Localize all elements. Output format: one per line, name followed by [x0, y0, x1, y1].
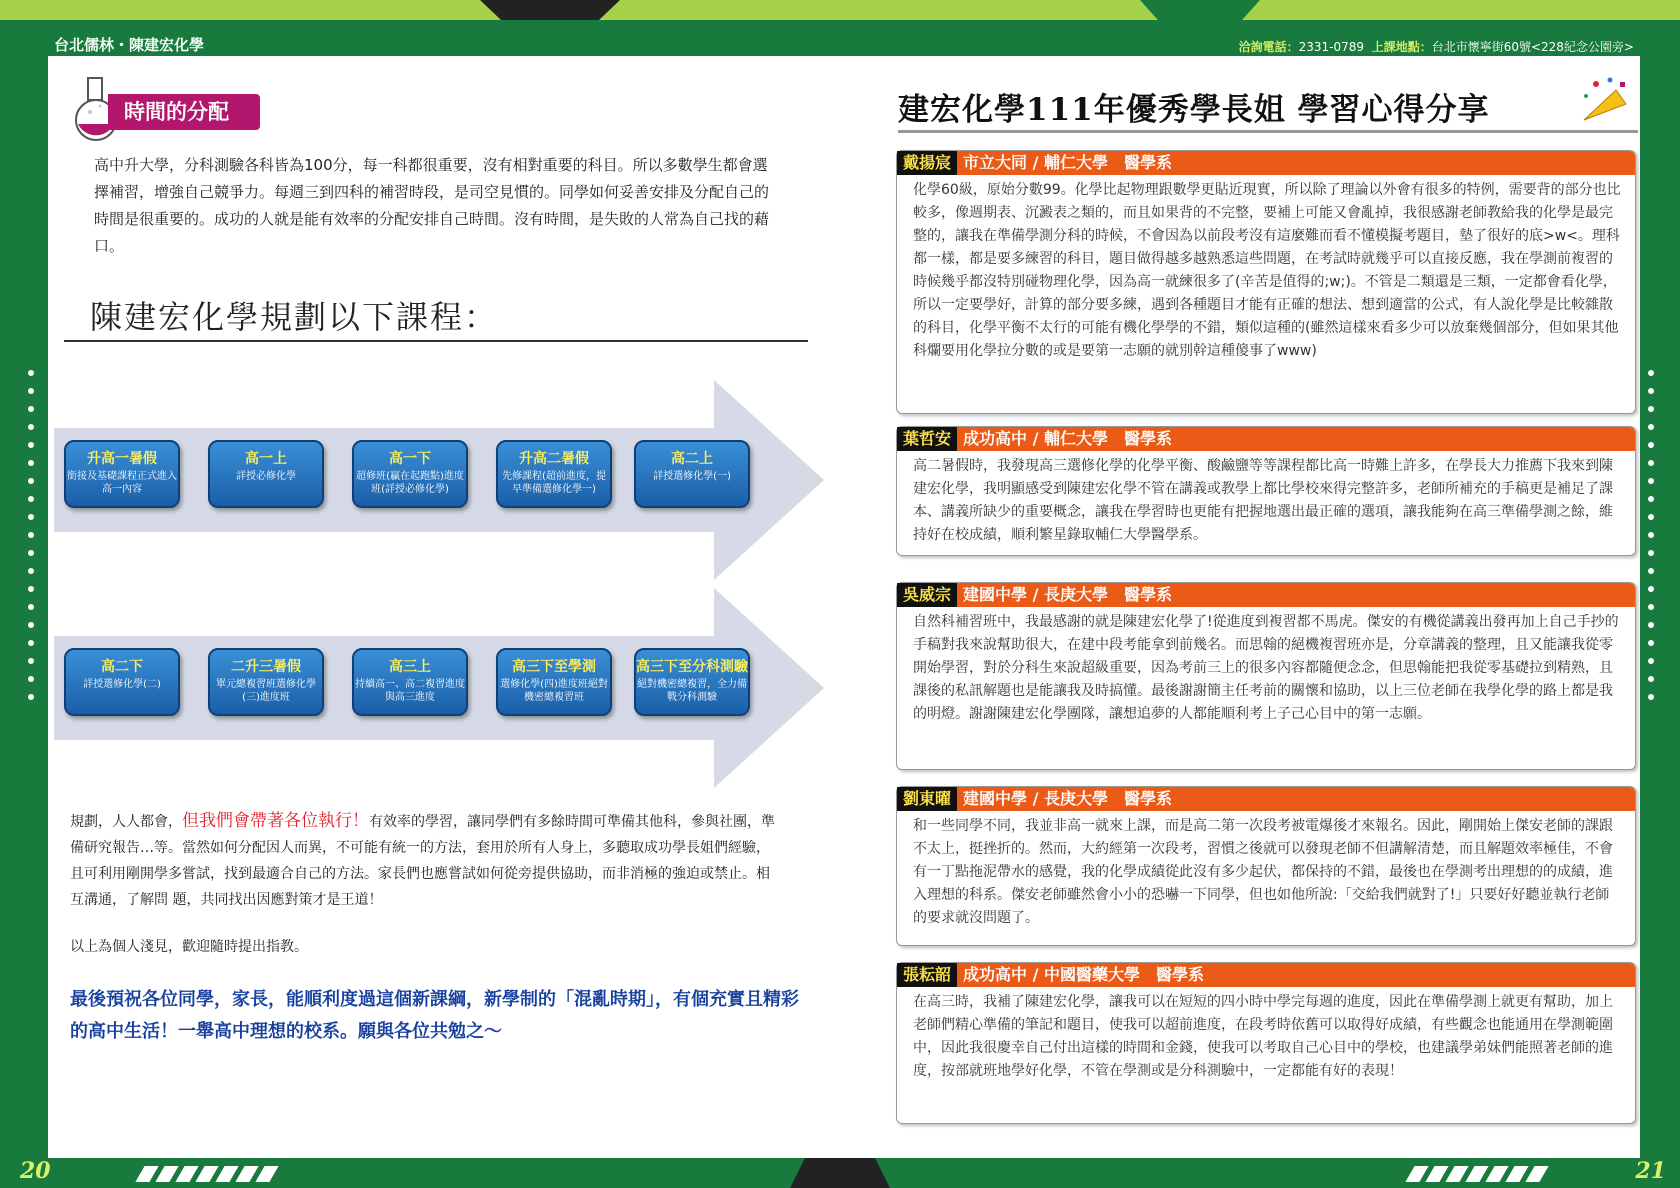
- testimonial-card: [896, 786, 1636, 946]
- course-desc: 銜接及基礎課程正式進入高一內容: [67, 471, 177, 495]
- right-stripes: [1410, 1166, 1544, 1182]
- course-title: 高三下至分科測驗: [636, 659, 748, 675]
- course-box: [496, 440, 612, 508]
- phone-label: 洽詢電話：: [1238, 40, 1299, 54]
- testimonial-card: [896, 150, 1636, 414]
- student-name: 戴揚宸: [897, 151, 957, 175]
- course-box: [352, 648, 468, 716]
- course-box: [634, 440, 750, 508]
- student-school: 建國中學 / 長庚大學 醫學系: [963, 789, 1173, 808]
- student-school: 市立大同 / 輔仁大學 醫學系: [963, 153, 1173, 172]
- course-box: [64, 440, 180, 508]
- testimonial-text: 高二暑假時，我發現高三選修化學的化學平衡、酸鹼鹽等等課程都比高一時難上許多，在學長大力推薦下我來到陳建宏化學，我明顯感受到陳建宏化學不管在講義或教學上都比學校來得完整許多，老師所補充的手稿更是補足了課本、講義所缺少的重要概念，讓我在學習時也更能有把握地選出最正確的選項，讓我能夠在高三準備學測之餘，維持好在校成績，順利繁星錄取輔仁大學醫學系。: [913, 458, 1613, 543]
- testimonial-text: 在高三時，我補了陳建宏化學，讓我可以在短短的四小時中學完每週的進度，因此在準備學測上就更有幫助，加上老師們精心準備的筆記和題目，使我可以超前進度，在段考時依舊可以取得好成績，有些觀念也能通用在學測範圍中，因此我很慶幸自己付出這樣的時間和金錢，使我可以考取自己心目中的學校，也建議學弟妹們能照著老師的進度，按部就班地學好化學，不管在學測或是分科測驗中，一定都能有好的表現！: [913, 994, 1613, 1079]
- section-title: 時間的分配: [108, 94, 260, 130]
- course-desc: 先修課程(超前進度，提早準備選修化學一): [502, 471, 606, 495]
- decor-chevron: [480, 0, 620, 20]
- course-title: 高一上: [245, 451, 287, 467]
- course-title: 升高一暑假: [87, 451, 157, 467]
- decor-chevron: [1140, 0, 1260, 20]
- right-page-number: 21: [1635, 1158, 1666, 1184]
- testimonial-card: [896, 426, 1636, 556]
- course-desc: 超修班(贏在起跑點)進度班(詳授必修化學): [356, 471, 464, 495]
- right-dots: [1648, 370, 1654, 712]
- left-side-bar: [0, 56, 48, 1158]
- course-title: 高三上: [389, 659, 431, 675]
- testimonial-text: 化學60級，原始分數99。化學比起物理跟數學更貼近現實，所以除了理論以外會有很多的特例，需要背的部分也比較多，像週期表、沉澱表之類的，而且如果背的不完整，要補上可能又會亂掉，我很感謝老師教給我的化學是最完整的，讓我在準備學測分科的時候，不會因為以前段考沒有這麼難而看不懂模擬考題目，墊了很好的底>w<。理科都一樣，都是要多練習的科目，題目做得越多越熟悉這些問題，在考試時就幾乎可以直接反應，我在學測前複習的時候幾乎都沒特別碰物理化學，因為高一就練很多了(辛苦是值得的;w;)。不管是二類還是三類，一定都會看化學，所以一定要學好，計算的部分要多練，遇到各種題目才能有正確的想法、想到適當的公式，有人說化學是比較雜散的科目，化學平衡不太行的可能有機化學學的不錯，類似這種的(雖然這樣來看多少可以放棄幾個部分，但如果其他科爛要用化學拉分數的或是要第一志願的就別幹這種傻事了www): [913, 182, 1621, 359]
- testimonial-text: 和一些同學不同，我並非高一就來上課，而是高二第一次段考被電爆後才來報名。因此，剛開始上傑安老師的課跟不太上，挺挫折的。然而，大約經第一次段考，習慣之後就可以發現老師不但講解清楚，而且解題效率極佳，不會有一丁點拖泥帶水的感覺，我的化學成績從此沒有多少起伏，都保持的不錯，最後也在學測考出理想的的成績，進入理想的科系。傑安老師雖然會小小的恐嚇一下同學，但也如他所說:「交給我們就對了!」只要好好聽並執行老師的要求就沒問題了。: [913, 818, 1613, 926]
- place-label: 上課地點：: [1371, 40, 1432, 54]
- course-title: 高一下: [389, 451, 431, 467]
- outro-paragraph: [70, 808, 780, 913]
- course-title: 高二上: [671, 451, 713, 467]
- course-box: [64, 648, 180, 716]
- course-desc: 詳授選修化學(二): [83, 679, 161, 690]
- testimonial-card: [896, 962, 1636, 1124]
- courses-underline: [64, 340, 808, 342]
- course-box: [352, 440, 468, 508]
- right-title-underline: [898, 130, 1638, 133]
- testimonial-header: [897, 963, 1635, 987]
- outro-start: 規劃，人人都會，: [70, 814, 182, 830]
- student-name: 吳威宗: [897, 583, 957, 607]
- courses-title: 陳建宏化學規劃以下課程：: [90, 298, 499, 336]
- course-desc: 單元總複習班選修化學(三)進度班: [216, 679, 316, 703]
- outro-rest: 有效率的學習，讓同學們有多餘時間可準備其他科，參與社團，準備研究報告…等。當然如何分配因人而異，不可能有統一的方法，套用於所有人身上，多聽取成功學長姐們經驗，且可利用剛開學多嘗試，找到最適合自己的方法。家長們也應嘗試如何從旁提供協助，而非消極的強迫或禁止。相互溝通，了解問 題，共同找出因應對策才是王道！: [70, 814, 775, 908]
- student-school: 成功高中 / 中國醫藥大學 醫學系: [963, 965, 1205, 984]
- outro-highlight: 但我們會帶著各位執行！: [182, 811, 369, 831]
- testimonial-header: [897, 787, 1635, 811]
- course-title: 高三下至學測: [512, 659, 596, 675]
- student-name: 張耘韶: [897, 963, 957, 987]
- testimonial-text: 自然科補習班中，我最感謝的就是陳建宏化學了!從進度到複習都不馬虎。傑安的有機從講義出發再加上自己手抄的手稿對我來說幫助很大，在建中段考能拿到前幾名。而思翰的絕機複習班亦是，分章講義的整理，且又能讓我從零開始學習，對於分科生來說超級重要，因為考前三上的很多內容都隨便念念，但思翰能把我從零基礎拉到精熟，且課後的私訊解題也是能讓我及時搞懂。最後謝謝簡主任考前的關懷和協助，以上三位老師在我學化學的路上都是我的明燈。謝謝陳建宏化學團隊，讓想追夢的人都能順利考上子己心目中的第一志願。: [913, 614, 1619, 722]
- student-school: 建國中學 / 長庚大學 醫學系: [963, 585, 1173, 604]
- phone-number: 2331-0789: [1298, 40, 1365, 54]
- testimonial-header: [897, 583, 1635, 607]
- header-contact: [1239, 38, 1634, 55]
- course-box: [208, 648, 324, 716]
- testimonial-header: [897, 427, 1635, 451]
- testimonial-card: [896, 582, 1636, 770]
- testimonial-header: [897, 151, 1635, 175]
- course-desc: 詳授選修化學(一): [653, 471, 731, 482]
- student-name: 葉哲安: [897, 427, 957, 451]
- course-title: 二升三暑假: [231, 659, 301, 675]
- place-value: 台北市懷寧街60號<228紀念公園旁>: [1431, 40, 1634, 54]
- left-dots: [28, 370, 34, 712]
- right-page-title: 建宏化學111年優秀學長姐 學習心得分享: [898, 92, 1490, 128]
- closing-note: 以上為個人淺見，歡迎隨時提出指教。: [70, 939, 308, 955]
- right-side-bar: [1640, 56, 1680, 1158]
- left-stripes: [140, 1166, 274, 1182]
- course-title: 高二下: [101, 659, 143, 675]
- course-box: [634, 648, 750, 716]
- intro-paragraph: 高中升大學，分科測驗各科皆為100分，每一科都很重要，沒有相對重要的科目。所以多數學生都會選擇補習，增強自己競爭力。每週三到四科的補習時段，是司空見慣的。同學如何妥善安排及分配自己的時間是很重要的。成功的人就是能有效率的分配安排自己時間。沒有時間，是失敗的人常為自己找的藉口。: [94, 156, 770, 255]
- course-desc: 絕對機密總複習，全力備戰分科測驗: [637, 679, 747, 703]
- party-horn-icon: [1576, 76, 1634, 126]
- final-message: 最後預祝各位同學，家長，能順利度過這個新課綱，新學制的「混亂時期」，有個充實且精彩的高中生活！一舉高中理想的校系。願與各位共勉之～: [70, 989, 799, 1042]
- course-box: [208, 440, 324, 508]
- student-name: 劉東曜: [897, 787, 957, 811]
- course-desc: 詳授必修化學: [236, 471, 296, 482]
- header-left-title: 台北儒林・陳建宏化學: [54, 36, 205, 54]
- top-lime-strip: [0, 0, 1680, 20]
- student-school: 成功高中 / 輔仁大學 醫學系: [963, 429, 1173, 448]
- left-page-number: 20: [20, 1158, 51, 1184]
- course-desc: 持續高一、高二複習進度與高三進度: [355, 679, 465, 703]
- course-desc: 選修化學(四)進度班絕對機密總複習班: [500, 679, 608, 703]
- decor-chevron-bottom: [790, 1158, 890, 1188]
- course-title: 升高二暑假: [519, 451, 589, 467]
- course-box: [496, 648, 612, 716]
